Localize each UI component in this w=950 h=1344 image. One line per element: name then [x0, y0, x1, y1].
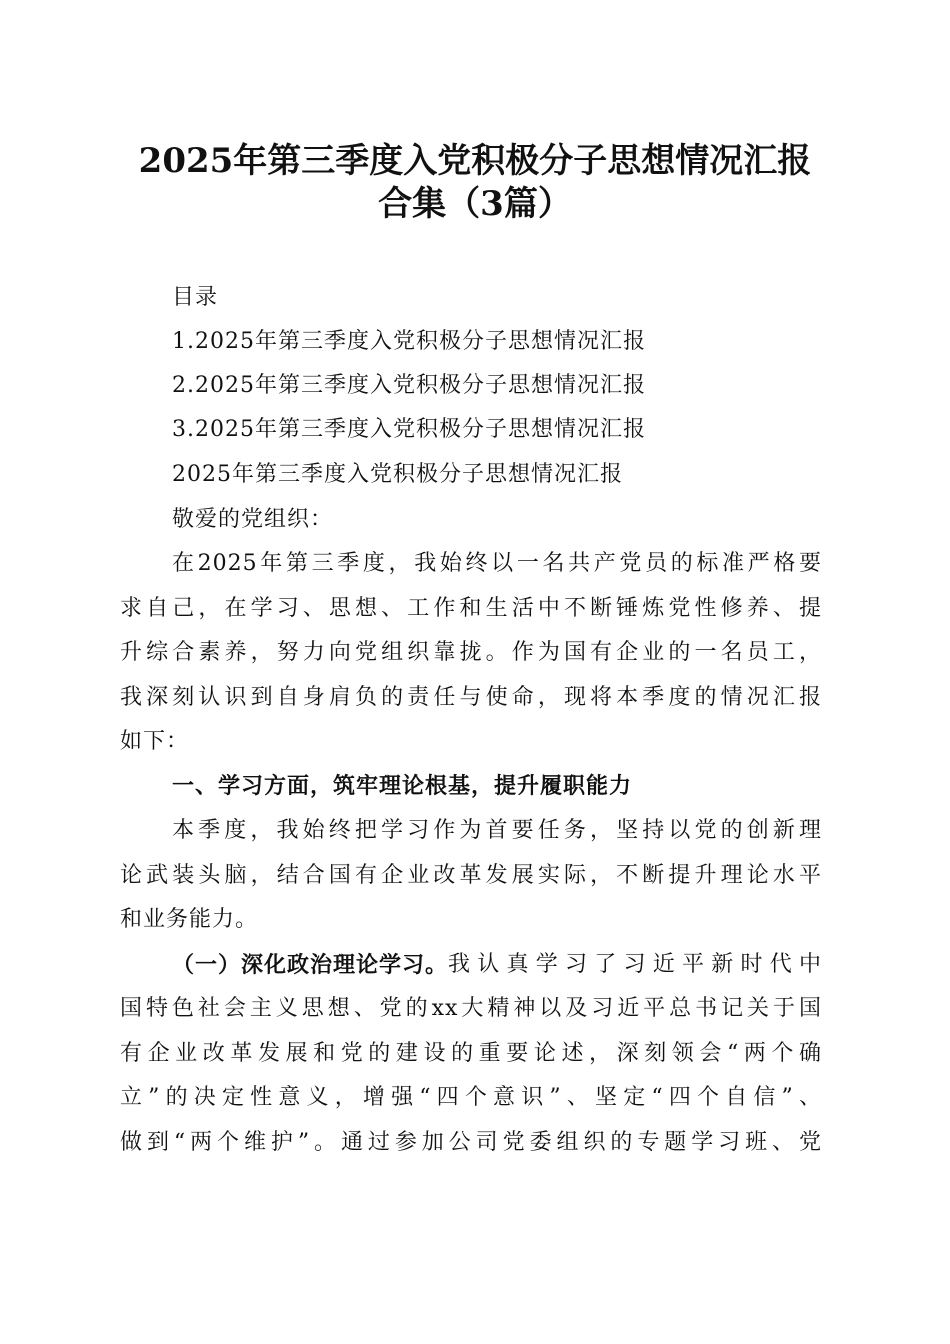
- intro-line-4: 我深刻认识到自身肩负的责任与使命，现将本季度的情况汇报: [120, 685, 822, 710]
- toc-heading: 目录: [172, 285, 219, 310]
- sub1-line-2: 国特色社会主义思想、党的xx大精神以及习近平总书记关于国: [120, 996, 822, 1021]
- sub1-line-5: 做到“两个维护”。通过参加公司党委组织的专题学习班、党: [120, 1130, 822, 1155]
- intro-line-3: 升综合素养，努力向党组织靠拢。作为国有企业的一名员工，: [120, 640, 822, 665]
- toc-item-3: 3.2025年第三季度入党积极分子思想情况汇报: [172, 417, 646, 442]
- section1-line-2: 论武装头脑，结合国有企业改革发展实际，不断提升理论水平: [120, 863, 822, 888]
- section1-line-1: 本季度，我始终把学习作为首要任务，坚持以党的创新理: [172, 818, 822, 843]
- intro-line-1: 在2025年第三季度，我始终以一名共产党员的标准严格要: [172, 551, 822, 576]
- section1-line-3: 和业务能力。: [120, 907, 259, 932]
- intro-line-2: 求自己，在学习、思想、工作和生活中不断锤炼党性修养、提: [120, 596, 822, 621]
- sub1-heading: （一）深化政治理论学习。: [172, 952, 449, 978]
- section1-heading: 一、学习方面，筑牢理论根基，提升履职能力: [172, 774, 633, 799]
- toc-item-2: 2.2025年第三季度入党积极分子思想情况汇报: [172, 373, 646, 398]
- sub1-line-3: 有企业改革发展和党的建设的重要论述，深刻领会“两个确: [120, 1041, 822, 1066]
- sub1-first-line: [172, 950, 822, 980]
- document-title-line1: 2025年第三季度入党积极分子思想情况汇报: [138, 141, 812, 181]
- article-title: 2025年第三季度入党积极分子思想情况汇报: [172, 462, 623, 487]
- salutation: 敬爱的党组织：: [172, 507, 334, 532]
- intro-line-5: 如下：: [120, 729, 190, 754]
- sub1-line-4: 立”的决定性意义，增强“四个意识”、坚定“四个自信”、: [120, 1085, 822, 1110]
- document-title-line2: 合集（3篇）: [378, 184, 572, 224]
- toc-item-1: 1.2025年第三季度入党积极分子思想情况汇报: [172, 329, 646, 354]
- sub1-first-rest: 我认真学习了习近平新时代中: [448, 952, 822, 977]
